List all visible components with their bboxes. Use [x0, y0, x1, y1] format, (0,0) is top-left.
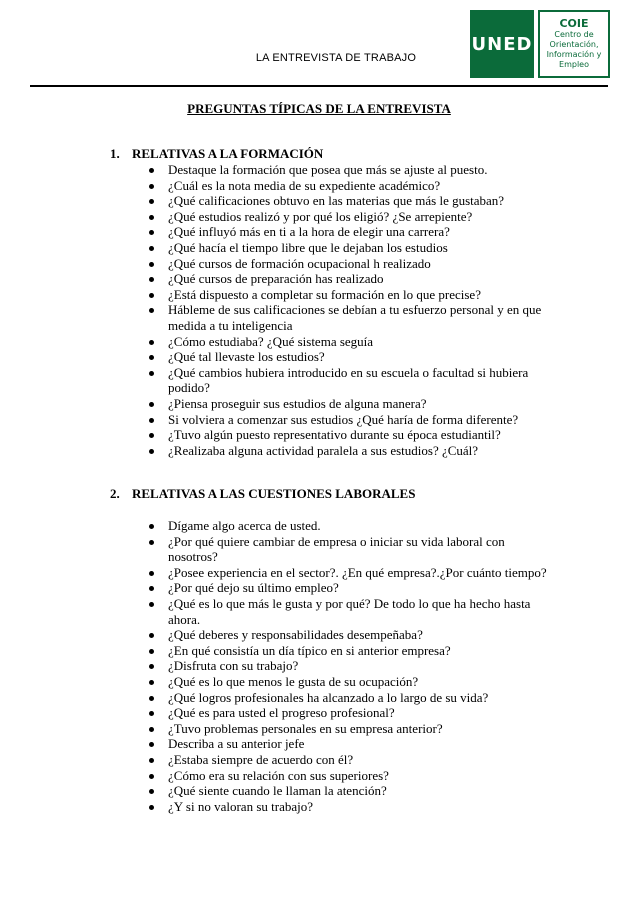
bullet-icon	[149, 402, 154, 407]
list-item-text: ¿Está dispuesto a completar su formación en lo que precise?	[168, 286, 481, 302]
list-item	[146, 768, 556, 784]
bullet-icon	[149, 742, 154, 747]
list-item-text: ¿Cómo era su relación con sus superiores?	[168, 767, 389, 783]
question-list-laborales	[146, 518, 556, 814]
logo-group	[470, 10, 610, 78]
list-item-text: ¿Tuvo problemas personales en su empresa anterior?	[168, 720, 443, 736]
uned-logo	[470, 10, 534, 78]
section-heading-laborales	[110, 486, 415, 502]
bullet-icon	[149, 433, 154, 438]
coie-logo-line: Empleo	[559, 60, 589, 69]
list-item	[146, 721, 556, 737]
bullet-icon	[149, 586, 154, 591]
bullet-icon	[149, 199, 154, 204]
list-item-text: Si volviera a comenzar sus estudios ¿Qué haría de forma diferente?	[168, 411, 519, 427]
bullet-icon	[149, 524, 154, 529]
list-item	[146, 690, 556, 706]
bullet-icon	[149, 277, 154, 282]
section-number: 1.	[110, 146, 120, 161]
bullet-icon	[149, 805, 154, 810]
bullet-icon	[149, 184, 154, 189]
list-item	[146, 302, 556, 333]
list-item	[146, 705, 556, 721]
bullet-icon	[149, 215, 154, 220]
list-item	[146, 240, 556, 256]
bullet-icon	[149, 696, 154, 701]
header-divider	[30, 85, 608, 87]
list-item-text: ¿Qué influyó más en ti a la hora de elegir una carrera?	[168, 224, 450, 240]
list-item-text: ¿Qué cursos de formación ocupacional h realizado	[168, 255, 431, 271]
list-item-text: ¿Qué cambios hubiera introducido en su escuela o facultad si hubiera podido?	[168, 364, 529, 396]
list-item	[146, 783, 556, 799]
list-item-text: ¿Qué es lo que menos le gusta de su ocupación?	[168, 673, 419, 689]
section-heading-formacion	[110, 146, 323, 162]
bullet-icon	[149, 649, 154, 654]
list-item	[146, 412, 556, 428]
list-item	[146, 643, 556, 659]
list-item-text: ¿Qué deberes y responsabilidades desempeñaba?	[168, 627, 423, 643]
bullet-icon	[149, 168, 154, 173]
bullet-icon	[149, 727, 154, 732]
list-item-text: ¿Cuál es la nota media de su expediente académico?	[168, 177, 441, 193]
bullet-icon	[149, 246, 154, 251]
list-item-text: ¿Qué es lo que más le gusta y por qué? De todo lo que ha hecho hasta ahora.	[168, 595, 531, 627]
coie-logo-line: Información y	[546, 50, 602, 59]
list-item	[146, 209, 556, 225]
list-item-text: ¿Qué cursos de preparación has realizado	[168, 271, 384, 287]
bullet-icon	[149, 355, 154, 360]
list-item	[146, 193, 556, 209]
list-item	[146, 565, 556, 581]
list-item	[146, 427, 556, 443]
bullet-icon	[149, 774, 154, 779]
list-item	[146, 162, 556, 178]
bullet-icon	[149, 758, 154, 763]
list-item-text: ¿Qué estudios realizó y por qué los eligió? ¿Se arrepiente?	[168, 208, 473, 224]
list-item-text: ¿Qué siente cuando le llaman la atención?	[168, 783, 387, 799]
header-title: LA ENTREVISTA DE TRABAJO	[255, 52, 417, 64]
list-item	[146, 674, 556, 690]
bullet-icon	[149, 371, 154, 376]
coie-logo-name: COIE	[559, 17, 589, 30]
bullet-icon	[149, 308, 154, 313]
list-item-text: ¿Y si no valoran su trabajo?	[168, 798, 313, 814]
list-item	[146, 580, 556, 596]
list-item	[146, 534, 556, 565]
list-item-text: Dígame algo acerca de usted.	[168, 518, 321, 533]
section-title: RELATIVAS A LA FORMACIÓN	[132, 146, 324, 161]
bullet-icon	[149, 789, 154, 794]
list-item	[146, 224, 556, 240]
coie-logo-line: Orientación,	[549, 40, 599, 49]
list-item	[146, 365, 556, 396]
bullet-icon	[149, 230, 154, 235]
bullet-icon	[149, 633, 154, 638]
bullet-icon	[149, 664, 154, 669]
list-item	[146, 178, 556, 194]
list-item-text: ¿Piensa proseguir sus estudios de alguna manera?	[168, 395, 427, 411]
list-item	[146, 349, 556, 365]
list-item-text: ¿Disfruta con su trabajo?	[168, 658, 299, 674]
list-item	[146, 596, 556, 627]
coie-logo-line: Centro de	[554, 30, 594, 39]
list-item-text: ¿Estaba siempre de acuerdo con él?	[168, 751, 354, 767]
list-item-text: Destaque la formación que posea que más se ajuste al puesto.	[168, 162, 488, 177]
list-item-text: ¿Qué hacía el tiempo libre que le dejaban los estudios	[168, 239, 448, 255]
list-item-text: ¿Qué calificaciones obtuvo en las materias que más le gustaban?	[168, 193, 505, 209]
bullet-icon	[149, 711, 154, 716]
bullet-icon	[149, 602, 154, 607]
list-item	[146, 627, 556, 643]
list-item	[146, 443, 556, 459]
bullet-icon	[149, 340, 154, 345]
bullet-icon	[149, 449, 154, 454]
bullet-icon	[149, 262, 154, 267]
list-item	[146, 736, 556, 752]
list-item	[146, 396, 556, 412]
bullet-icon	[149, 540, 154, 545]
list-item-text: ¿Realizaba alguna actividad paralela a sus estudios? ¿Cuál?	[168, 442, 479, 458]
section-number: 2.	[110, 486, 120, 501]
list-item	[146, 752, 556, 768]
bullet-icon	[149, 571, 154, 576]
bullet-icon	[149, 293, 154, 298]
list-item-text: ¿Qué tal llevaste los estudios?	[168, 349, 325, 365]
list-item-text: ¿En qué consistía un día típico en si anterior empresa?	[168, 642, 451, 658]
list-item-text: ¿Tuvo algún puesto representativo durante su época estudiantil?	[168, 427, 501, 443]
list-item-text: ¿Qué logros profesionales ha alcanzado a lo largo de su vida?	[168, 689, 489, 705]
list-item-text: Hábleme de sus calificaciones se debían a tu esfuerzo personal y en que medida a tu inteligencia	[168, 302, 542, 333]
list-item	[146, 334, 556, 350]
list-item-text: ¿Por qué dejo su último empleo?	[168, 580, 339, 596]
section-title: RELATIVAS A LAS CUESTIONES LABORALES	[132, 486, 416, 501]
list-item-text: ¿Cómo estudiaba? ¿Qué sistema seguía	[168, 333, 374, 349]
list-item-text: ¿Por qué quiere cambiar de empresa o iniciar su vida laboral con nosotros?	[168, 533, 505, 565]
list-item-text: ¿Posee experiencia en el sector?. ¿En qué empresa?.¿Por cuánto tiempo?	[168, 564, 547, 580]
list-item	[146, 271, 556, 287]
list-item	[146, 256, 556, 272]
list-item-text: ¿Qué es para usted el progreso profesional?	[168, 705, 395, 721]
list-item	[146, 287, 556, 303]
list-item	[146, 518, 556, 534]
coie-logo	[538, 10, 610, 78]
bullet-icon	[149, 680, 154, 685]
list-item	[146, 799, 556, 815]
bullet-icon	[149, 418, 154, 423]
question-list-formacion	[146, 162, 556, 458]
uned-logo-text: UNED	[471, 33, 533, 55]
list-item-text: Describa a su anterior jefe	[168, 736, 305, 752]
document-title: PREGUNTAS TÍPICAS DE LA ENTREVISTA	[187, 101, 451, 116]
list-item	[146, 658, 556, 674]
